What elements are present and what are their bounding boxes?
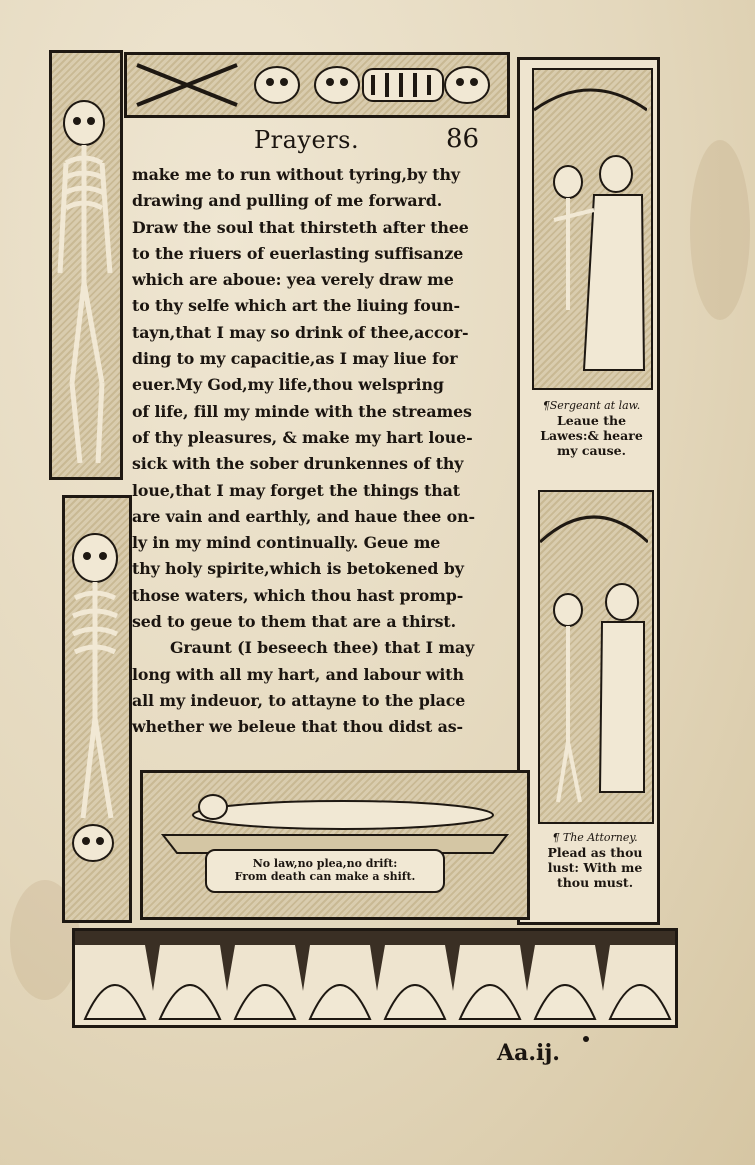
death-and-attorney-icon — [540, 492, 648, 818]
text-line: sick with the sober drunkennes of thy — [132, 454, 464, 474]
caption-line: thou must. — [556, 875, 634, 890]
sergeant-at-law-woodcut — [532, 68, 653, 390]
skeleton-icon — [65, 498, 129, 920]
caption-line: lust: With me — [547, 860, 643, 875]
text-line: sed to geue to them that are a thirst. — [132, 612, 456, 632]
bier-inscription-panel — [205, 849, 445, 893]
text-line: those waters, which thou hast promp- — [132, 585, 464, 605]
bier-inscription — [207, 857, 443, 883]
caption-title: ¶ The Attorney. — [552, 831, 638, 844]
text-line: Draw the soul that thirsteth after thee — [132, 217, 469, 237]
skull-bones-icon — [127, 55, 507, 115]
corpse-on-bier-woodcut — [140, 770, 530, 920]
paper-stain — [690, 140, 750, 320]
ink-dot — [583, 1036, 589, 1042]
death-and-sergeant-icon — [534, 70, 647, 384]
text-line: tayn,that I may so drink of thee,accor- — [132, 322, 469, 342]
ornamental-border-strip — [72, 928, 678, 1028]
text-line: which are aboue: yea verely draw me — [132, 270, 454, 290]
caption-line: Leaue the — [556, 413, 627, 428]
text-line: are vain and earthly, and haue thee on- — [132, 506, 475, 526]
corpse-icon — [143, 773, 527, 917]
attorney-caption — [536, 830, 654, 890]
leaf-ornament-icon — [75, 931, 675, 1025]
text-line: to thy selfe which art the liuing foun- — [132, 296, 460, 316]
text-line: of thy pleasures, & make my hart loue- — [132, 427, 473, 447]
text-line: all my indeuor, to attayne to the place — [132, 690, 466, 710]
text-line: euer.My God,my life,thou welspring — [132, 375, 444, 395]
attorney-woodcut — [538, 490, 654, 824]
caption-line: Plead as thou — [547, 845, 643, 860]
text-line: whether we beleue that thou didst as- — [132, 717, 464, 737]
sergeant-caption — [534, 398, 649, 458]
text-line: long with all my hart, and labour with — [132, 664, 464, 684]
text-line-paragraph-start: Graunt (I beseech thee) that I may — [170, 638, 475, 658]
caption-line: Lawes:& heare — [540, 428, 643, 443]
right-woodcut-column — [517, 57, 660, 925]
text-line: thy holy spirite,which is betokened by — [132, 559, 464, 579]
caption-line: my cause. — [557, 443, 626, 458]
text-line: ding to my capacitie,as I may liue for — [132, 349, 458, 369]
text-line: loue,that I may forget the things that — [132, 480, 461, 500]
text-line: to the riuers of euerlasting suffisanze — [132, 243, 464, 263]
inscription-line: No law,no plea,no drift: — [252, 857, 398, 870]
prayer-text-block — [132, 162, 522, 741]
page-number: 86 — [446, 124, 480, 154]
inscription-line: From death can make a shift. — [234, 870, 416, 883]
skeleton-icon — [52, 53, 120, 477]
text-line: of life, fill my minde with the streames — [132, 401, 472, 421]
left-woodcut-skeleton — [49, 50, 123, 480]
signature-mark: Aa.ij. — [497, 1040, 560, 1066]
running-head: Prayers. — [254, 126, 360, 154]
left-woodcut-skeleton-lower — [62, 495, 132, 923]
text-line: ly in my mind continually. Geue me — [132, 533, 441, 553]
caption-title: ¶Sergeant at law. — [542, 399, 641, 412]
text-line: make me to run without tyring,by thy — [132, 165, 460, 184]
header-woodcut-skulls — [124, 52, 510, 118]
text-line: drawing and pulling of me forward. — [132, 191, 443, 211]
